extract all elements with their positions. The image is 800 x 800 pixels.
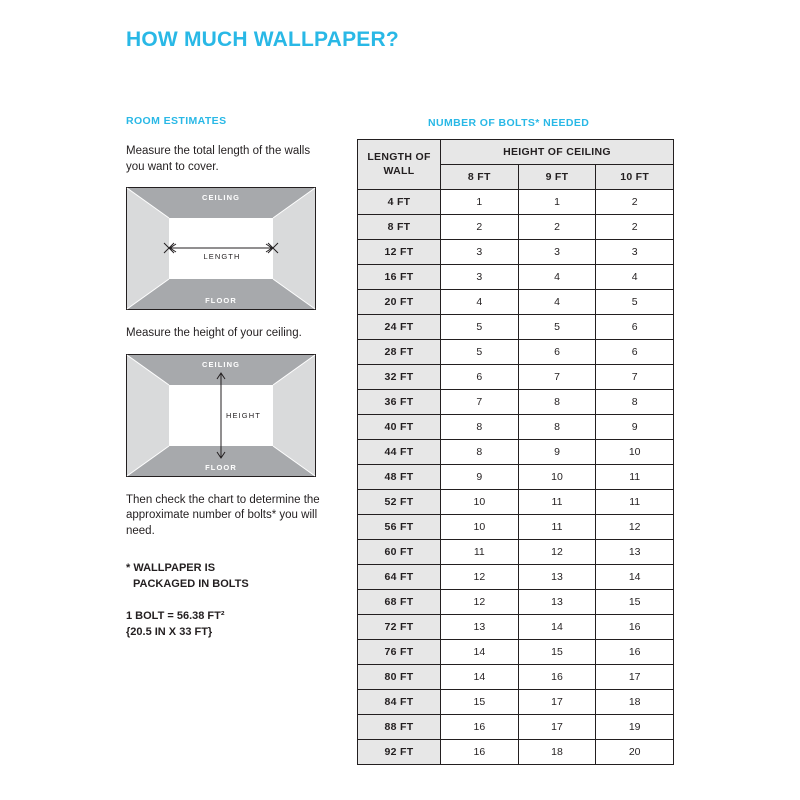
cell-8ft: 12: [441, 590, 519, 615]
row-label: 20 FT: [358, 290, 441, 315]
row-label: 8 FT: [358, 215, 441, 240]
cell-8ft: 16: [441, 740, 519, 765]
cell-9ft: 13: [518, 590, 596, 615]
cell-8ft: 10: [441, 490, 519, 515]
table-row: [358, 515, 674, 540]
page-title: HOW MUCH WALLPAPER?: [126, 28, 399, 51]
cell-8ft: 12: [441, 565, 519, 590]
bolts-table: [357, 139, 674, 765]
table-row: [358, 715, 674, 740]
cell-9ft: 16: [518, 665, 596, 690]
cell-10ft: 5: [596, 290, 674, 315]
cell-9ft: 6: [518, 340, 596, 365]
row-label: 36 FT: [358, 390, 441, 415]
cell-8ft: 10: [441, 515, 519, 540]
room-diagram-height-svg: [126, 354, 316, 477]
cell-9ft: 1: [518, 190, 596, 215]
cell-8ft: 5: [441, 315, 519, 340]
header-length-of-wall: LENGTH OF WALL: [358, 140, 441, 190]
svg-text:LENGTH: LENGTH: [203, 252, 241, 262]
cell-9ft: 8: [518, 415, 596, 440]
cell-9ft: 17: [518, 715, 596, 740]
svg-text:HEIGHT: HEIGHT: [226, 410, 261, 420]
row-label: 64 FT: [358, 565, 441, 590]
row-label: 40 FT: [358, 415, 441, 440]
cell-9ft: 4: [518, 265, 596, 290]
table-row: [358, 340, 674, 365]
table-row: [358, 740, 674, 765]
table-row: [358, 415, 674, 440]
header-height-of-ceiling: HEIGHT OF CEILING: [441, 140, 674, 165]
cell-8ft: 2: [441, 215, 519, 240]
cell-10ft: 19: [596, 715, 674, 740]
bolt-dimensions: {20.5 IN X 33 FT}: [126, 625, 213, 638]
row-label: 44 FT: [358, 440, 441, 465]
header-col-9ft: 9 FT: [518, 165, 596, 190]
cell-10ft: 2: [596, 215, 674, 240]
cell-9ft: 11: [518, 515, 596, 540]
cell-9ft: 10: [518, 465, 596, 490]
row-label: 16 FT: [358, 265, 441, 290]
svg-text:CEILING: CEILING: [201, 193, 241, 203]
cell-8ft: 4: [441, 290, 519, 315]
room-diagram-length-svg: [126, 187, 316, 310]
cell-10ft: 15: [596, 590, 674, 615]
cell-8ft: 6: [441, 365, 519, 390]
cell-10ft: 10: [596, 440, 674, 465]
bolts-table-wrapper: [357, 139, 674, 765]
table-row: [358, 665, 674, 690]
cell-10ft: 20: [596, 740, 674, 765]
table-row: [358, 590, 674, 615]
cell-10ft: 17: [596, 665, 674, 690]
table-heading: NUMBER OF BOLTS* NEEDED: [428, 117, 590, 129]
table-header-row-1: [358, 140, 674, 165]
table-row: [358, 215, 674, 240]
cell-10ft: 7: [596, 365, 674, 390]
bolts-table-head: [358, 140, 674, 190]
cell-10ft: 16: [596, 615, 674, 640]
cell-9ft: 8: [518, 390, 596, 415]
row-label: 60 FT: [358, 540, 441, 565]
table-row: [358, 465, 674, 490]
row-label: 52 FT: [358, 490, 441, 515]
cell-8ft: 11: [441, 540, 519, 565]
table-row: [358, 290, 674, 315]
cell-8ft: 8: [441, 415, 519, 440]
table-row: [358, 390, 674, 415]
room-estimates-panel: [126, 115, 326, 641]
cell-9ft: 11: [518, 490, 596, 515]
cell-10ft: 13: [596, 540, 674, 565]
cell-10ft: 6: [596, 340, 674, 365]
svg-text:FLOOR: FLOOR: [205, 296, 237, 306]
table-row: [358, 565, 674, 590]
cell-8ft: 5: [441, 340, 519, 365]
row-label: 80 FT: [358, 665, 441, 690]
cell-10ft: 3: [596, 240, 674, 265]
cell-10ft: 6: [596, 315, 674, 340]
header-col-10ft: 10 FT: [596, 165, 674, 190]
row-label: 76 FT: [358, 640, 441, 665]
cell-10ft: 14: [596, 565, 674, 590]
room-diagram-height: [126, 354, 316, 477]
table-row: [358, 365, 674, 390]
cell-9ft: 18: [518, 740, 596, 765]
table-row: [358, 240, 674, 265]
row-label: 28 FT: [358, 340, 441, 365]
header-col-8ft: 8 FT: [441, 165, 519, 190]
footnote-line-1: * WALLPAPER IS: [126, 562, 216, 575]
row-label: 84 FT: [358, 690, 441, 715]
row-label: 56 FT: [358, 515, 441, 540]
cell-8ft: 3: [441, 240, 519, 265]
cell-10ft: 2: [596, 190, 674, 215]
table-row: [358, 540, 674, 565]
row-label: 24 FT: [358, 315, 441, 340]
cell-8ft: 3: [441, 265, 519, 290]
footnote-packaging: [126, 561, 326, 593]
cell-8ft: 13: [441, 615, 519, 640]
bolts-table-body: [358, 190, 674, 765]
section-heading-room-estimates: ROOM ESTIMATES: [126, 115, 227, 127]
row-label: 92 FT: [358, 740, 441, 765]
cell-8ft: 14: [441, 665, 519, 690]
table-row: [358, 640, 674, 665]
table-row: [358, 265, 674, 290]
table-row: [358, 490, 674, 515]
cell-10ft: 8: [596, 390, 674, 415]
cell-10ft: 11: [596, 490, 674, 515]
svg-text:FLOOR: FLOOR: [205, 462, 237, 472]
cell-10ft: 4: [596, 265, 674, 290]
cell-9ft: 2: [518, 215, 596, 240]
cell-9ft: 12: [518, 540, 596, 565]
cell-9ft: 7: [518, 365, 596, 390]
step-3-text: Then check the chart to determine the approximate number of bolts* you will need.: [126, 493, 320, 537]
row-label: 72 FT: [358, 615, 441, 640]
row-label: 32 FT: [358, 365, 441, 390]
room-diagram-length: [126, 187, 316, 310]
cell-8ft: 7: [441, 390, 519, 415]
table-row: [358, 440, 674, 465]
cell-8ft: 14: [441, 640, 519, 665]
cell-8ft: 16: [441, 715, 519, 740]
cell-8ft: 8: [441, 440, 519, 465]
table-row: [358, 690, 674, 715]
cell-10ft: 16: [596, 640, 674, 665]
footnote-line-2: PACKAGED IN BOLTS: [133, 578, 249, 591]
cell-9ft: 13: [518, 565, 596, 590]
cell-10ft: 12: [596, 515, 674, 540]
table-row: [358, 190, 674, 215]
row-label: 12 FT: [358, 240, 441, 265]
cell-8ft: 9: [441, 465, 519, 490]
row-label: 48 FT: [358, 465, 441, 490]
cell-8ft: 15: [441, 690, 519, 715]
bolt-area: 1 BOLT = 56.38 FT²: [126, 609, 225, 622]
row-label: 68 FT: [358, 590, 441, 615]
cell-9ft: 14: [518, 615, 596, 640]
svg-text:CEILING: CEILING: [201, 359, 241, 369]
cell-9ft: 4: [518, 290, 596, 315]
cell-9ft: 15: [518, 640, 596, 665]
cell-9ft: 3: [518, 240, 596, 265]
step-1-text: Measure the total length of the walls you want to cover.: [126, 145, 311, 173]
cell-10ft: 18: [596, 690, 674, 715]
bolt-size-info: [126, 609, 326, 641]
cell-10ft: 11: [596, 465, 674, 490]
cell-9ft: 17: [518, 690, 596, 715]
cell-9ft: 9: [518, 440, 596, 465]
table-row: [358, 615, 674, 640]
row-label: 88 FT: [358, 715, 441, 740]
step-2-text: Measure the height of your ceiling.: [126, 327, 302, 340]
table-row: [358, 315, 674, 340]
cell-9ft: 5: [518, 315, 596, 340]
row-label: 4 FT: [358, 190, 441, 215]
cell-10ft: 9: [596, 415, 674, 440]
cell-8ft: 1: [441, 190, 519, 215]
